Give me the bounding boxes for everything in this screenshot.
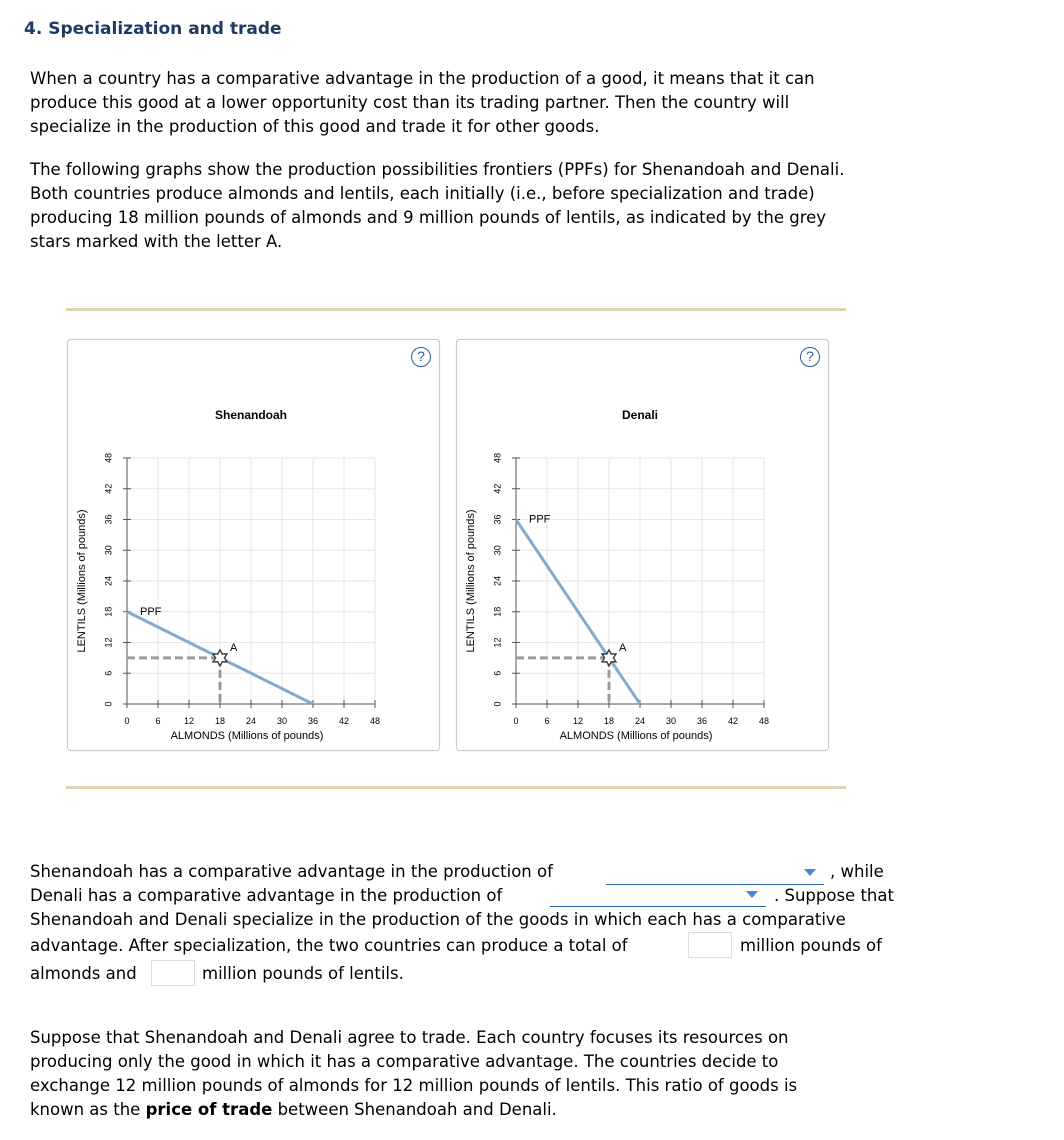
chart-title: Shenandoah — [214, 408, 288, 422]
chart-title: Denali — [621, 408, 659, 422]
x-tick-label: 12 — [183, 716, 195, 726]
chevron-down-icon — [746, 891, 758, 898]
trade-line: Suppose that Shenandoah and Denali agree to trade. Each country focuses its resources on — [30, 1028, 789, 1047]
question-line1-text: Shenandoah has a comparative advantage in the production of — [30, 862, 553, 881]
question-line4-text: advantage. After specialization, the two countries can produce a total of — [30, 936, 628, 955]
question-line2-text: Denali has a comparative advantage in the production of — [30, 886, 503, 905]
star-marker-icon — [213, 650, 227, 666]
y-tick-label: 42 — [492, 483, 503, 494]
x-axis-label: ALMONDS (Millions of pounds) — [170, 730, 324, 742]
chevron-down-icon — [804, 869, 816, 876]
bottom-divider — [66, 786, 846, 789]
shenandoah-chart[interactable] — [68, 340, 439, 750]
x-tick-label: 6 — [544, 716, 550, 726]
x-tick-label: 6 — [155, 716, 161, 726]
graphs-intro-line: Both countries produce almonds and lentils, each initially (i.e., before specialization and trade) — [30, 184, 815, 203]
question-line5-suffix: million pounds of lentils. — [202, 964, 404, 983]
ppf-label: PPF — [529, 513, 551, 526]
x-tick-label: 36 — [696, 716, 708, 726]
y-tick-label: 18 — [103, 606, 114, 617]
trade-line4-post: between Shenandoah and Denali. — [272, 1100, 557, 1119]
x-tick-label: 48 — [758, 716, 770, 726]
price-of-trade-term: price of trade — [145, 1100, 273, 1119]
point-a-label: A — [230, 641, 238, 654]
x-axis-label: ALMONDS (Millions of pounds) — [559, 730, 713, 742]
question-line3: Shenandoah and Denali specialize in the production of the goods in which each has a comparative — [30, 910, 846, 929]
advantage-dropdown-shenandoah[interactable] — [606, 862, 824, 885]
top-divider — [66, 308, 846, 311]
help-button-shenandoah[interactable]: ? — [411, 347, 431, 367]
y-tick-label: 24 — [103, 575, 114, 587]
y-tick-label: 12 — [103, 637, 114, 648]
trade-paragraph — [30, 1026, 1020, 1122]
question-line2-suffix: . Suppose that — [774, 886, 894, 905]
x-tick-label: 36 — [307, 716, 319, 726]
question-line5-text: almonds and — [30, 964, 137, 983]
ppf-label: PPF — [140, 605, 162, 618]
total-lentils-input[interactable] — [151, 960, 195, 986]
x-tick-label: 18 — [214, 716, 226, 726]
question-line1-suffix: , while — [830, 862, 884, 881]
intro-line: specialize in the production of this good and trade it for other goods. — [30, 117, 600, 136]
y-tick-label: 48 — [492, 452, 503, 464]
y-tick-label: 30 — [103, 545, 114, 556]
y-tick-label: 0 — [103, 701, 114, 707]
y-axis-label: LENTILS (Millions of pounds) — [76, 509, 88, 653]
x-tick-label: 42 — [338, 716, 350, 726]
y-tick-label: 12 — [492, 637, 503, 648]
y-tick-label: 6 — [492, 670, 503, 676]
help-button-denali[interactable]: ? — [800, 347, 820, 367]
question-block — [30, 862, 1030, 997]
y-tick-label: 18 — [492, 606, 503, 617]
y-tick-label: 24 — [492, 575, 503, 587]
x-tick-label: 0 — [513, 716, 519, 726]
section-title: 4. Specialization and trade — [24, 19, 282, 39]
x-tick-label: 30 — [665, 716, 677, 726]
x-tick-label: 24 — [634, 716, 646, 726]
denali-graph-panel — [456, 339, 829, 751]
x-tick-label: 42 — [727, 716, 739, 726]
graphs-intro-line: stars marked with the letter A. — [30, 232, 283, 251]
x-tick-label: 48 — [369, 716, 381, 726]
y-tick-label: 0 — [492, 701, 503, 707]
intro-line: When a country has a comparative advantage in the production of a good, it means that it can — [30, 69, 815, 88]
question-line4-suffix: million pounds of — [740, 936, 882, 955]
point-a-label: A — [619, 641, 627, 654]
y-tick-label: 36 — [492, 514, 503, 525]
denali-chart[interactable] — [457, 340, 828, 750]
y-tick-label: 30 — [492, 545, 503, 556]
graphs-intro-paragraph — [30, 158, 1020, 254]
y-tick-label: 48 — [103, 452, 114, 464]
trade-line — [30, 1098, 1020, 1122]
trade-line4-pre: known as the — [30, 1100, 146, 1119]
y-tick-label: 36 — [103, 514, 114, 525]
x-tick-label: 24 — [245, 716, 257, 726]
y-tick-label: 6 — [103, 670, 114, 676]
x-tick-label: 12 — [572, 716, 584, 726]
graphs-intro-line: producing 18 million pounds of almonds and 9 million pounds of lentils, as indicated by the grey — [30, 208, 827, 227]
y-axis-label: LENTILS (Millions of pounds) — [465, 509, 477, 653]
intro-paragraph — [30, 67, 1020, 139]
x-tick-label: 18 — [603, 716, 615, 726]
trade-line: producing only the good in which it has a comparative advantage. The countries decide to — [30, 1052, 779, 1071]
x-tick-label: 0 — [124, 716, 130, 726]
y-tick-label: 42 — [103, 483, 114, 494]
intro-line: produce this good at a lower opportunity cost than its trading partner. Then the country will — [30, 93, 790, 112]
total-almonds-input[interactable] — [688, 932, 732, 958]
x-tick-label: 30 — [276, 716, 288, 726]
advantage-dropdown-denali[interactable] — [550, 884, 766, 907]
graphs-intro-line: The following graphs show the production possibilities frontiers (PPFs) for Shenandoah and Denali. — [30, 160, 845, 179]
shenandoah-graph-panel — [67, 339, 440, 751]
trade-line: exchange 12 million pounds of almonds for 12 million pounds of lentils. This ratio of goods is — [30, 1076, 798, 1095]
